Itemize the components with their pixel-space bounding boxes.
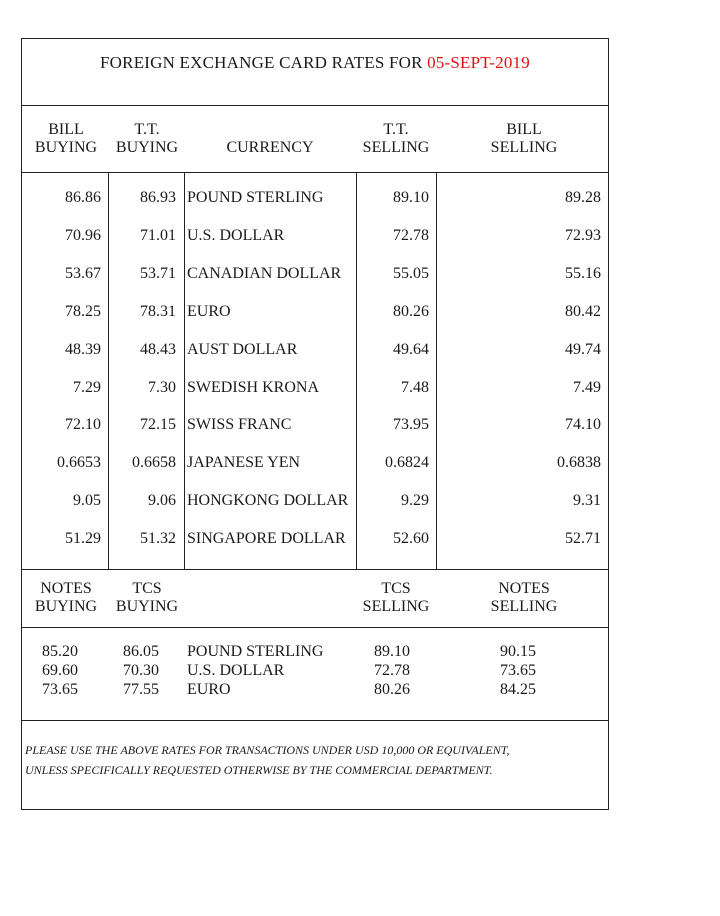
cell-tt-selling: 89.10 (393, 189, 429, 206)
cell-tt-selling: 7.48 (401, 379, 429, 396)
cell-bill-buying: 0.6653 (57, 454, 101, 471)
cell-tt-buying: 48.43 (140, 341, 176, 358)
cell-tcs-buying: 77.55 (123, 681, 159, 698)
header-tt-selling: T.T. SELLING (362, 121, 430, 156)
cell-tt-selling: 0.6824 (385, 454, 429, 471)
cell-bill-selling: 0.6838 (557, 454, 601, 471)
cell-tt-selling: 72.78 (393, 227, 429, 244)
cell-bill-selling: 80.42 (565, 303, 601, 320)
cell-currency: SWEDISH KRONA (187, 379, 319, 396)
cell-bill-selling: 7.49 (573, 379, 601, 396)
footnote (25, 741, 615, 780)
cell-tt-buying: 51.32 (140, 530, 176, 547)
cell-tt-selling: 52.60 (393, 530, 429, 547)
cell-tt-selling: 80.26 (393, 303, 429, 320)
cell-bill-selling: 9.31 (573, 492, 601, 509)
cell-bill-buying: 86.86 (65, 189, 101, 206)
divider-header (22, 172, 608, 173)
cell-notes-selling: 73.65 (500, 662, 536, 679)
cell-bill-buying: 53.67 (65, 265, 101, 282)
header-currency: CURRENCY (226, 139, 314, 156)
cell-notes-buying: 69.60 (42, 662, 78, 679)
cell-notes-currency: EURO (187, 681, 231, 698)
divider-rates (22, 569, 608, 570)
cell-tt-buying: 86.93 (140, 189, 176, 206)
footnote-line-2: UNLESS SPECIFICALLY REQUESTED OTHERWISE BY THE COMMERCIAL DEPARTMENT. (25, 762, 493, 777)
cell-currency: U.S. DOLLAR (187, 227, 285, 244)
cell-bill-buying: 70.96 (65, 227, 101, 244)
cell-bill-buying: 72.10 (65, 416, 101, 433)
cell-tt-selling: 55.05 (393, 265, 429, 282)
rates-sheet (21, 38, 609, 810)
cell-currency: SWISS FRANC (187, 416, 292, 433)
cell-tt-selling: 73.95 (393, 416, 429, 433)
cell-bill-buying: 7.29 (73, 379, 101, 396)
cell-bill-selling: 52.71 (565, 530, 601, 547)
cell-currency: EURO (187, 303, 231, 320)
cell-currency: POUND STERLING (187, 189, 324, 206)
cell-currency: AUST DOLLAR (187, 341, 298, 358)
cell-tt-buying: 0.6658 (132, 454, 176, 471)
cell-notes-currency: U.S. DOLLAR (187, 662, 285, 679)
divider-title (22, 105, 608, 106)
cell-tcs-selling: 89.10 (374, 643, 410, 660)
cell-bill-selling: 55.16 (565, 265, 601, 282)
divider-notes-header (22, 627, 608, 628)
header-bill-selling: BILL SELLING (490, 121, 558, 156)
cell-tt-selling: 9.29 (401, 492, 429, 509)
cell-tcs-buying: 86.05 (123, 643, 159, 660)
header-notes-buying: NOTES BUYING (34, 580, 98, 615)
cell-tt-buying: 78.31 (140, 303, 176, 320)
cell-notes-selling: 84.25 (500, 681, 536, 698)
cell-notes-buying: 85.20 (42, 643, 78, 660)
cell-tcs-selling: 80.26 (374, 681, 410, 698)
cell-currency: CANADIAN DOLLAR (187, 265, 342, 282)
cell-currency: HONGKONG DOLLAR (187, 492, 349, 509)
cell-notes-selling: 90.15 (500, 643, 536, 660)
header-tcs-selling: TCS SELLING (362, 580, 430, 615)
cell-tcs-buying: 70.30 (123, 662, 159, 679)
header-bill-buying: BILL BUYING (34, 121, 98, 156)
col-divider-2 (184, 172, 185, 569)
cell-bill-selling: 74.10 (565, 416, 601, 433)
header-tcs-buying: TCS BUYING (115, 580, 179, 615)
title-prefix: FOREIGN EXCHANGE CARD RATES FOR (100, 53, 428, 72)
cell-bill-buying: 48.39 (65, 341, 101, 358)
cell-tt-selling: 49.64 (393, 341, 429, 358)
cell-tt-buying: 9.06 (148, 492, 176, 509)
cell-bill-buying: 9.05 (73, 492, 101, 509)
divider-notes (22, 720, 608, 721)
cell-tt-buying: 72.15 (140, 416, 176, 433)
cell-currency: JAPANESE YEN (187, 454, 301, 471)
cell-tt-buying: 71.01 (140, 227, 176, 244)
cell-notes-currency: POUND STERLING (187, 643, 324, 660)
header-tt-buying: T.T. BUYING (115, 121, 179, 156)
cell-tcs-selling: 72.78 (374, 662, 410, 679)
cell-currency: SINGAPORE DOLLAR (187, 530, 346, 547)
cell-bill-selling: 72.93 (565, 227, 601, 244)
cell-tt-buying: 7.30 (148, 379, 176, 396)
title-date: 05-SEPT-2019 (427, 53, 530, 72)
footnote-line-1: PLEASE USE THE ABOVE RATES FOR TRANSACTIONS UNDER USD 10,000 OR EQUIVALENT, (25, 743, 510, 757)
cell-bill-selling: 49.74 (565, 341, 601, 358)
cell-tt-buying: 53.71 (140, 265, 176, 282)
cell-notes-buying: 73.65 (42, 681, 78, 698)
page-title (22, 53, 608, 73)
cell-bill-buying: 51.29 (65, 530, 101, 547)
cell-bill-buying: 78.25 (65, 303, 101, 320)
cell-bill-selling: 89.28 (565, 189, 601, 206)
header-notes-selling: NOTES SELLING (490, 580, 558, 615)
